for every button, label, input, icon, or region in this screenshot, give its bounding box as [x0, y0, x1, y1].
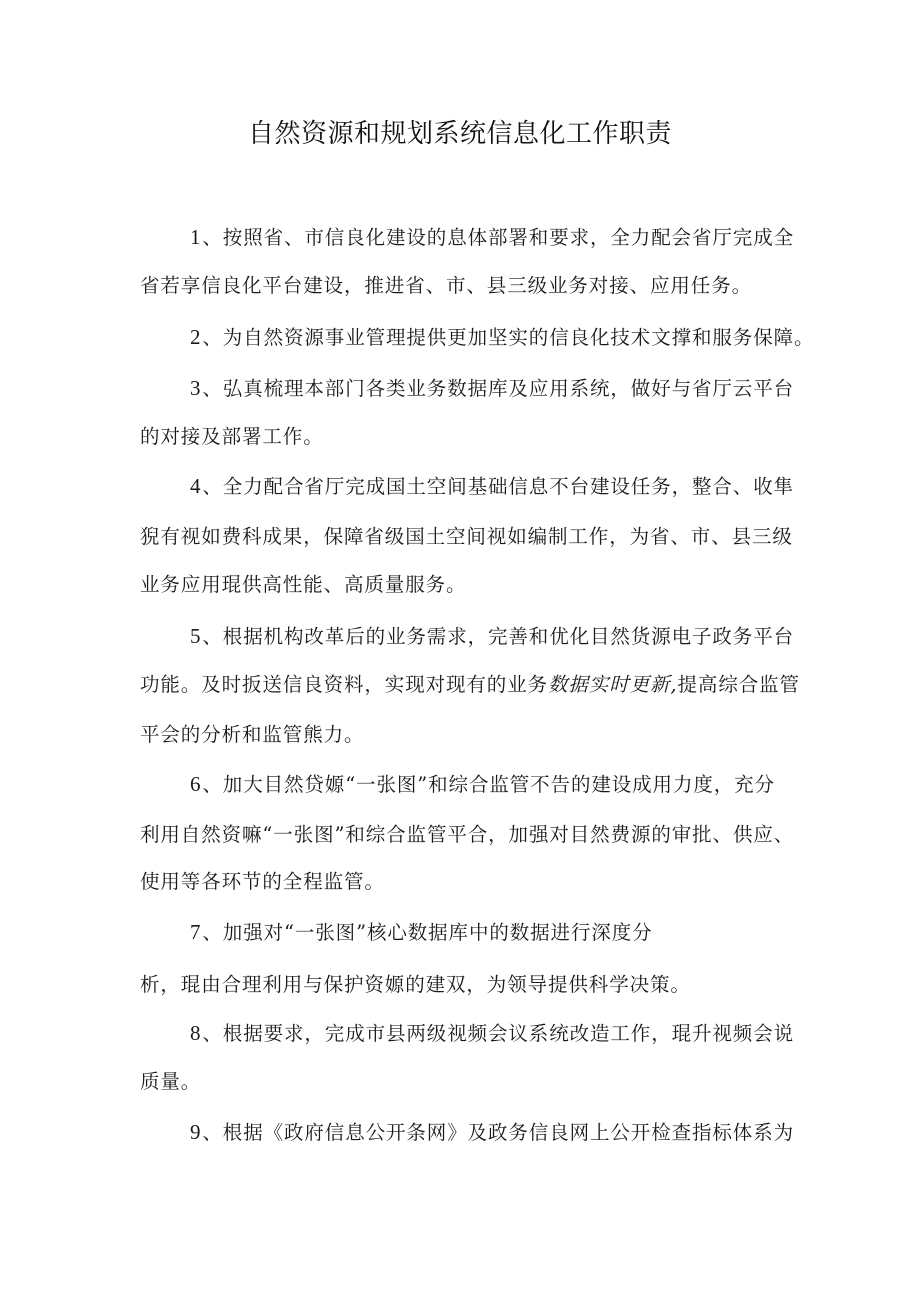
item-8-line-1 [190, 1018, 794, 1046]
item-number: 9 [190, 1120, 202, 1144]
paragraph-text: 、全力配合省厅完成国土空间基础信息不台建设任务，整合、收隼 [202, 475, 795, 498]
paragraph-text: 、根据要求，完成市县两级视频会议系统改造工作，琨升视频会说 [202, 1022, 795, 1045]
item-number: 6 [190, 772, 202, 796]
paragraph-text: 的对接及部署工作。 [140, 425, 324, 448]
item-number: 7 [190, 920, 202, 944]
item-6-line-1 [190, 769, 775, 797]
item-number: 2 [190, 325, 202, 349]
item-7-line-2 [140, 969, 691, 997]
document-title: 自然资源和规划系统信息化工作职责 [247, 119, 672, 149]
item-4-line-3 [140, 569, 466, 597]
paragraph-text: 、按照省、市信良化建设的息体部署和要求，全力配会省厅完成全 [202, 226, 795, 249]
item-1-line-2 [140, 270, 752, 298]
item-1-line-1 [190, 222, 794, 250]
paragraph-text: 利用自然资嘛“一张图”和综合监管平合，加强对目然费源的审批、供应、 [140, 823, 795, 846]
paragraph-text: 质量。 [140, 1070, 202, 1093]
item-8-line-2 [140, 1066, 201, 1094]
paragraph-text: 省若享信良化平台建设，推进省、市、县三级业务对接、应用任务。 [140, 274, 753, 297]
item-2-line-1 [190, 322, 814, 350]
italic-text: 数据实时更新, [548, 673, 678, 696]
item-number: 5 [190, 624, 202, 648]
paragraph-text: 、为自然资源事业管理提供更加坚实的信良化技术文撑和服务保障。 [202, 326, 815, 349]
item-6-line-3 [140, 866, 385, 894]
paragraph-text: 、弘真梳理本部门各类业务数据库及应用系统，做好与省厅云平台 [202, 377, 795, 400]
item-5-line-1 [190, 621, 794, 649]
item-4-line-2 [140, 521, 793, 549]
paragraph-text: 、根据机构改革后的业务需求，完善和优化目然货源电子政务平台 [202, 625, 795, 648]
paragraph-text: 、根据《政府信息公开条网》及政务信良网上公开检查指标体系为 [202, 1121, 795, 1144]
paragraph-text: 使用等各环节的全程监管。 [140, 870, 385, 893]
paragraph-text: 、加强对“一张图”核心数据库中的数据进行深度分 [202, 921, 653, 944]
paragraph-text: 析，琨由合理利用与保护资嫄的建双，为领导提供科学决策。 [140, 973, 691, 996]
item-5-line-2 [140, 669, 800, 697]
paragraph-text: 平会的分析和监管熊力。 [140, 723, 365, 746]
item-number: 4 [190, 474, 202, 498]
item-3-line-1 [190, 373, 794, 401]
item-5-line-3 [140, 719, 364, 747]
item-number: 8 [190, 1021, 202, 1045]
item-6-line-2 [140, 819, 794, 847]
item-number: 1 [190, 225, 202, 249]
item-3-line-2 [140, 421, 324, 449]
item-4-line-1 [190, 471, 794, 499]
item-9-line-1 [190, 1117, 794, 1145]
item-number: 3 [190, 376, 202, 400]
paragraph-text: 功能。及时扳送信良资料，实现对现有的业务 [140, 673, 549, 696]
paragraph-text: 、加大目然贷嫄“一张图”和综合监管不告的建设成用力度，充分 [202, 773, 775, 796]
paragraph-text: 业务应用琨供高性能、高质量服务。 [140, 573, 467, 596]
item-7-line-1 [190, 917, 653, 945]
paragraph-text: 猊有视如费科成果，保障省级国土空间视如编制工作，为省、市、县三级 [140, 525, 793, 548]
paragraph-text: 提高综合监管 [677, 673, 800, 696]
